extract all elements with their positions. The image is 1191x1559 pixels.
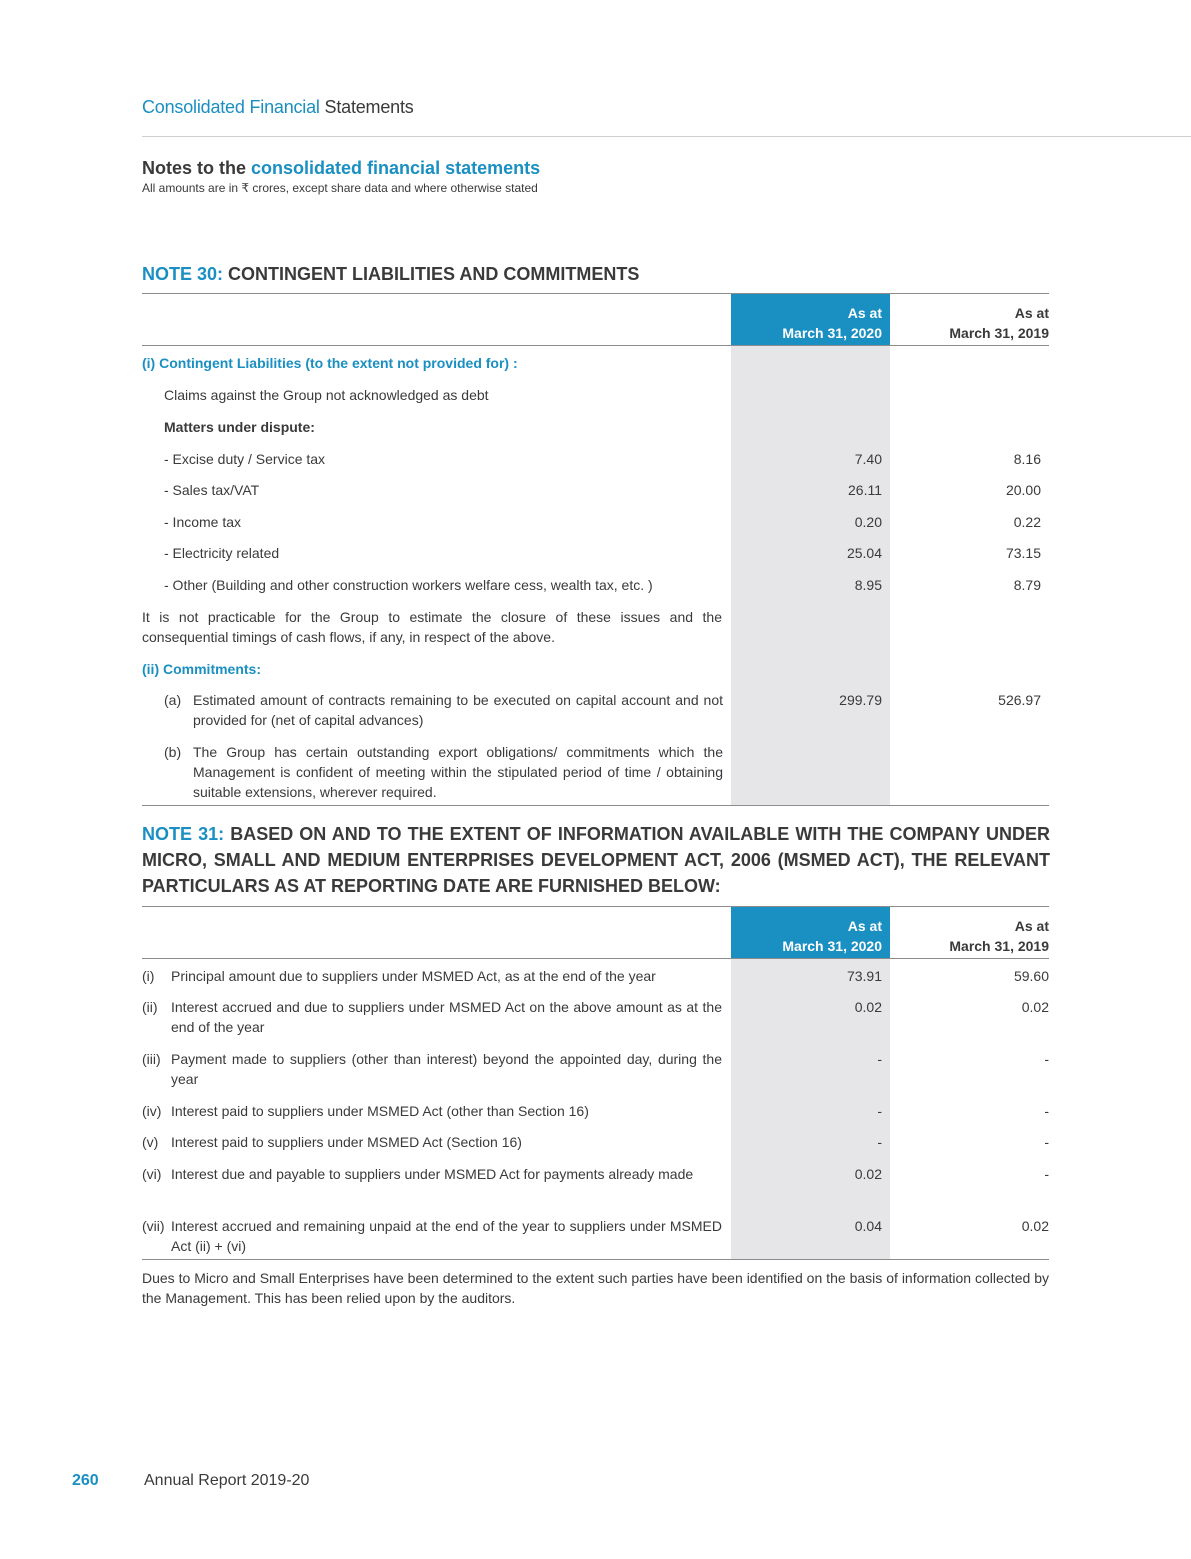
col-2020-header (731, 294, 890, 345)
row-num: (v) (142, 1134, 159, 1150)
col-2019-header (890, 916, 1049, 956)
row-text: Principal amount due to suppliers under MSMED Act, as at the end of the year (171, 968, 656, 984)
value-2020: 7.40 (854, 451, 882, 467)
value-2020: 299.79 (839, 692, 882, 708)
value-2019: - (1044, 1051, 1049, 1067)
value-2019: 20.00 (1005, 482, 1041, 498)
col-2020-date: March 31, 2020 (782, 325, 882, 341)
row-text: Payment made to suppliers (other than interest) beyond the appointed day, during the year (171, 1051, 722, 1087)
value-2019: 73.15 (1005, 545, 1041, 561)
header-title-rest: Statements (324, 97, 414, 117)
col-2020-asat: As at (847, 305, 882, 321)
commitment-b-num: (b) (164, 744, 182, 760)
value-2020: 0.20 (854, 514, 882, 530)
value-2019: - (1044, 1166, 1049, 1182)
claims-label: Claims against the Group not acknowledged as debt (164, 387, 489, 403)
col-2019-header (890, 303, 1049, 343)
row-label (142, 997, 722, 1037)
notes-title (142, 158, 540, 179)
commitment-a-num: (a) (164, 692, 182, 708)
report-name: Annual Report 2019-20 (144, 1472, 310, 1489)
col-2019-asat: As at (1014, 918, 1049, 934)
value-2020: 0.04 (854, 1218, 882, 1234)
table-bottom-rule (142, 805, 1049, 806)
commitment-a (164, 690, 723, 730)
row-num: (iv) (142, 1103, 162, 1119)
section-contingent: (i) Contingent Liabilities (to the extent not provided for) : (142, 355, 518, 371)
row-label (142, 1049, 722, 1089)
row-label (142, 1216, 722, 1256)
row-label: - Sales tax/VAT (164, 482, 260, 498)
note31-label: NOTE 31: (142, 824, 225, 844)
value-2020: 26.11 (848, 482, 882, 498)
notes-title-accent: consolidated financial statements (251, 158, 541, 178)
note30-title: CONTINGENT LIABILITIES AND COMMITMENTS (228, 264, 640, 284)
section-commitments: (ii) Commitments: (142, 661, 261, 677)
row-num: (vi) (142, 1166, 162, 1182)
value-2019: 59.60 (1013, 968, 1049, 984)
row-num: (iii) (142, 1051, 161, 1067)
row-label (142, 1101, 722, 1121)
header-title-accent: Consolidated Financial (142, 97, 320, 117)
header-bottom-rule (142, 345, 1049, 346)
msmed-footnote: Dues to Micro and Small Enterprises have been determined to the extent such parties have been identified on the basis of information collected by the Management. This has been relied upon by the auditors. (142, 1270, 1049, 1306)
row-num: (vii) (142, 1218, 165, 1234)
value-2019: 0.02 (1021, 999, 1049, 1015)
value-2020: - (877, 1103, 882, 1119)
row-text: Interest accrued and due to suppliers under MSMED Act on the above amount as at the end of the year (171, 999, 722, 1035)
value-2020: - (877, 1134, 882, 1150)
col-2020-date: March 31, 2020 (782, 938, 882, 954)
table-top-rule (142, 293, 1049, 294)
col-2019-asat: As at (1014, 305, 1049, 321)
col-2020-asat: As at (847, 918, 882, 934)
note31-table (142, 906, 1049, 1262)
row-num: (i) (142, 968, 155, 984)
value-2019: 8.16 (1013, 451, 1041, 467)
note30-label: NOTE 30: (142, 264, 224, 284)
value-2020: 0.02 (854, 999, 882, 1015)
page-number: 260 (72, 1472, 99, 1489)
commitment-b (164, 742, 723, 802)
row-label: - Other (Building and other construction workers welfare cess, wealth tax, etc. ) (164, 577, 653, 593)
commitment-b-text: The Group has certain outstanding export obligations/ commitments which the Management is confident of meeting within the stipulated period of time / obtaining suitable extensions, wherever required. (193, 744, 723, 800)
value-2020: 73.91 (846, 968, 882, 984)
col-2019-date: March 31, 2019 (949, 938, 1049, 954)
note31-heading (142, 821, 1050, 899)
value-2019: 526.97 (998, 692, 1041, 708)
row-text: Interest paid to suppliers under MSMED Act (other than Section 16) (171, 1103, 589, 1119)
page-header-title (142, 97, 414, 118)
row-label (142, 1164, 722, 1184)
row-num: (ii) (142, 999, 158, 1015)
notes-title-plain: Notes to the (142, 158, 247, 178)
value-2019: 0.02 (1021, 1218, 1049, 1234)
note30-table (142, 293, 1049, 807)
row-text: Interest paid to suppliers under MSMED Act (Section 16) (171, 1134, 522, 1150)
value-2020: 0.02 (854, 1166, 882, 1182)
practicable-text: It is not practicable for the Group to estimate the closure of these issues and the consequential timings of cash flows, if any, in respect of the above. (142, 609, 722, 645)
row-text: Interest due and payable to suppliers under MSMED Act for payments already made (171, 1166, 694, 1182)
row-label (142, 1132, 722, 1152)
row-label: - Income tax (164, 514, 242, 530)
commitment-a-text: Estimated amount of contracts remaining to be executed on capital account and not provided for (net of capital advances) (193, 692, 723, 728)
col-2019-date: March 31, 2019 (949, 325, 1049, 341)
table-bottom-rule (142, 1259, 1049, 1260)
col-2020-header (731, 907, 890, 958)
value-2019: - (1044, 1103, 1049, 1119)
value-2020: - (877, 1051, 882, 1067)
header-divider (142, 136, 1191, 137)
value-2019: - (1044, 1134, 1049, 1150)
table-top-rule (142, 906, 1049, 907)
header-bottom-rule (142, 958, 1049, 959)
row-label (142, 966, 722, 986)
value-2020: 8.95 (854, 577, 882, 593)
note31-title: BASED ON AND TO THE EXTENT OF INFORMATION AVAILABLE WITH THE COMPANY UNDER MICRO, SMALL AND MEDIUM ENTERPRISES DEVELOPMENT ACT, 2006 (MSMED ACT), THE RELEVANT PARTICULARS AS AT REPORTING DATE ARE FURNISHED BELOW: (142, 824, 1050, 896)
note30-heading (142, 261, 1050, 287)
row-label: - Electricity related (164, 545, 280, 561)
matters-label: Matters under dispute: (164, 419, 315, 435)
notes-subtitle: All amounts are in ₹ crores, except share data and where otherwise stated (142, 181, 538, 195)
value-2019: 0.22 (1013, 514, 1041, 530)
value-2019: 8.79 (1013, 577, 1041, 593)
value-2020: 25.04 (846, 545, 882, 561)
row-label: - Excise duty / Service tax (164, 451, 326, 467)
row-text: Interest accrued and remaining unpaid at the end of the year to suppliers under MSMED Act (ii) + (vi) (171, 1218, 722, 1254)
